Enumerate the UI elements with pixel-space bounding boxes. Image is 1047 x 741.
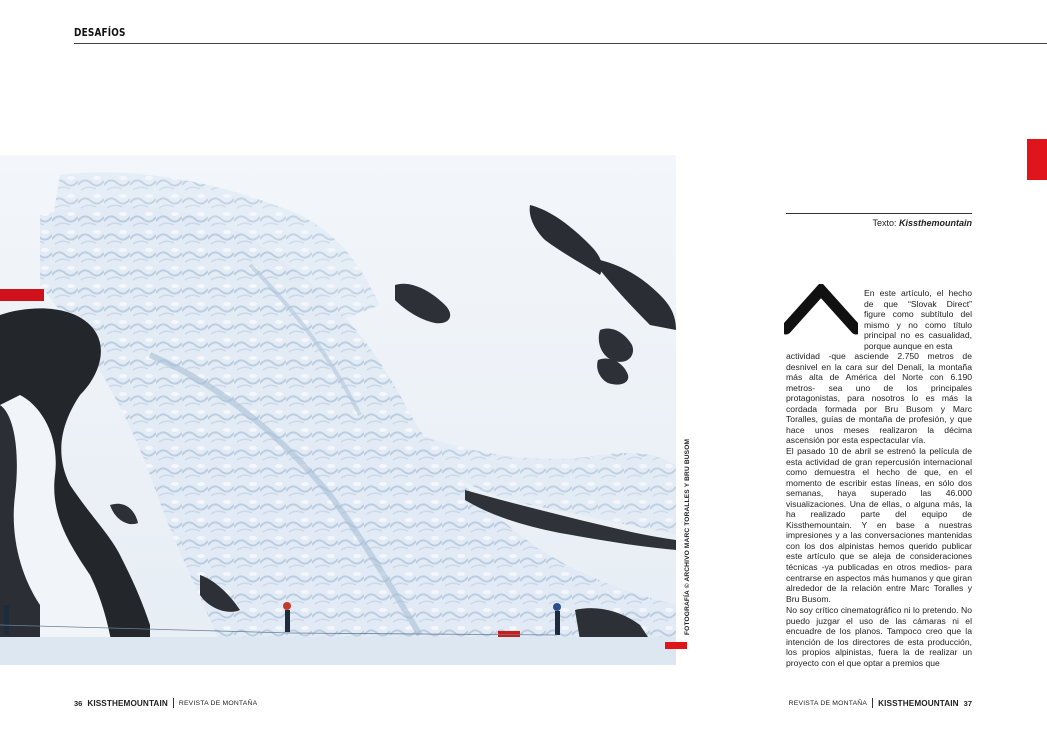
byline-rule bbox=[786, 213, 972, 214]
paragraph-3: No soy crítico cinematográfico ni lo pretendo. No puedo juzgar el uso de las cámaras ni el encuadre de los planos. Tampoco creo que la intención de los directores de esta producción, los propios alpinistas, fuera la de realizar un proyecto con el que optar a premios que bbox=[786, 605, 972, 668]
red-tab-marker bbox=[1027, 139, 1047, 180]
glacier-photo-illustration bbox=[0, 155, 676, 665]
footer-separator bbox=[872, 698, 873, 708]
footer-magazine-left: REVISTA DE MONTAÑA bbox=[178, 699, 258, 707]
footer-magazine-right: REVISTA DE MONTAÑA bbox=[788, 699, 868, 707]
byline bbox=[786, 218, 972, 228]
photo-credit-marker bbox=[665, 642, 687, 649]
photo-credit: FOTOGRAFÍA © ARCHIVO MARC TORALLES Y BRU BUSOM bbox=[684, 438, 691, 635]
byline-prefix: Texto: bbox=[872, 218, 899, 228]
paragraph-2: El pasado 10 de abril se estrenó la película de esta actividad de gran repercusión internacional como demuestra el hecho de que, en el momento de escribir estas líneas, en sólo dos semanas, haya superado las 46.000 visualizaciones. Una de ellas, o alguna más, la ha realizado parte del equipo de Kissthemountain. Y en base a nuestras impresiones y a las conversaciones mantenidas con los dos alpinistas hemos querido publicar este artículo que se aleja de consideraciones técnicas -ya publicadas en otros medios- para centrarse en aspectos más humanos y que giran alrededor de la relación entre Marc Toralles y Bru Busom. bbox=[786, 446, 972, 604]
top-rule bbox=[74, 43, 1047, 44]
paragraph-1-intro: En este artículo, el hecho de que “Slovak Direct” figure como subtítulo del mismo y no como título principal no es casualidad, porque aunque en esta bbox=[864, 288, 972, 351]
footer-left bbox=[74, 698, 257, 708]
page-number-right: 37 bbox=[963, 698, 972, 708]
dropcap-letter: A bbox=[820, 335, 822, 337]
byline-author: Kissthemountain bbox=[898, 218, 972, 228]
paragraph-1-body: actividad -que asciende 2.750 metros de desnivel en la cara sur del Denali, la montaña más alta de América del Norte con 6.190 metros- sea uno de los principales protagonistas, para nosotros lo es más la cordada formada por Bru Busom y Marc Toralles, guías de montaña de profesión, y que hace unos meses realizaron la décima ascensión por esta espectacular vía. bbox=[786, 351, 972, 446]
page-number-left: 36 bbox=[74, 698, 83, 708]
photo-side-marker bbox=[0, 289, 44, 301]
footer-brand-right: KISSTHEMOUNTAIN bbox=[878, 698, 959, 708]
footer-right bbox=[789, 698, 972, 708]
footer-brand-left: KISSTHEMOUNTAIN bbox=[87, 698, 168, 708]
glacier-photo bbox=[0, 155, 676, 665]
dropcap-a-icon bbox=[784, 284, 858, 338]
footer-separator bbox=[173, 698, 174, 708]
section-label: DESAFÍOS bbox=[74, 27, 126, 39]
